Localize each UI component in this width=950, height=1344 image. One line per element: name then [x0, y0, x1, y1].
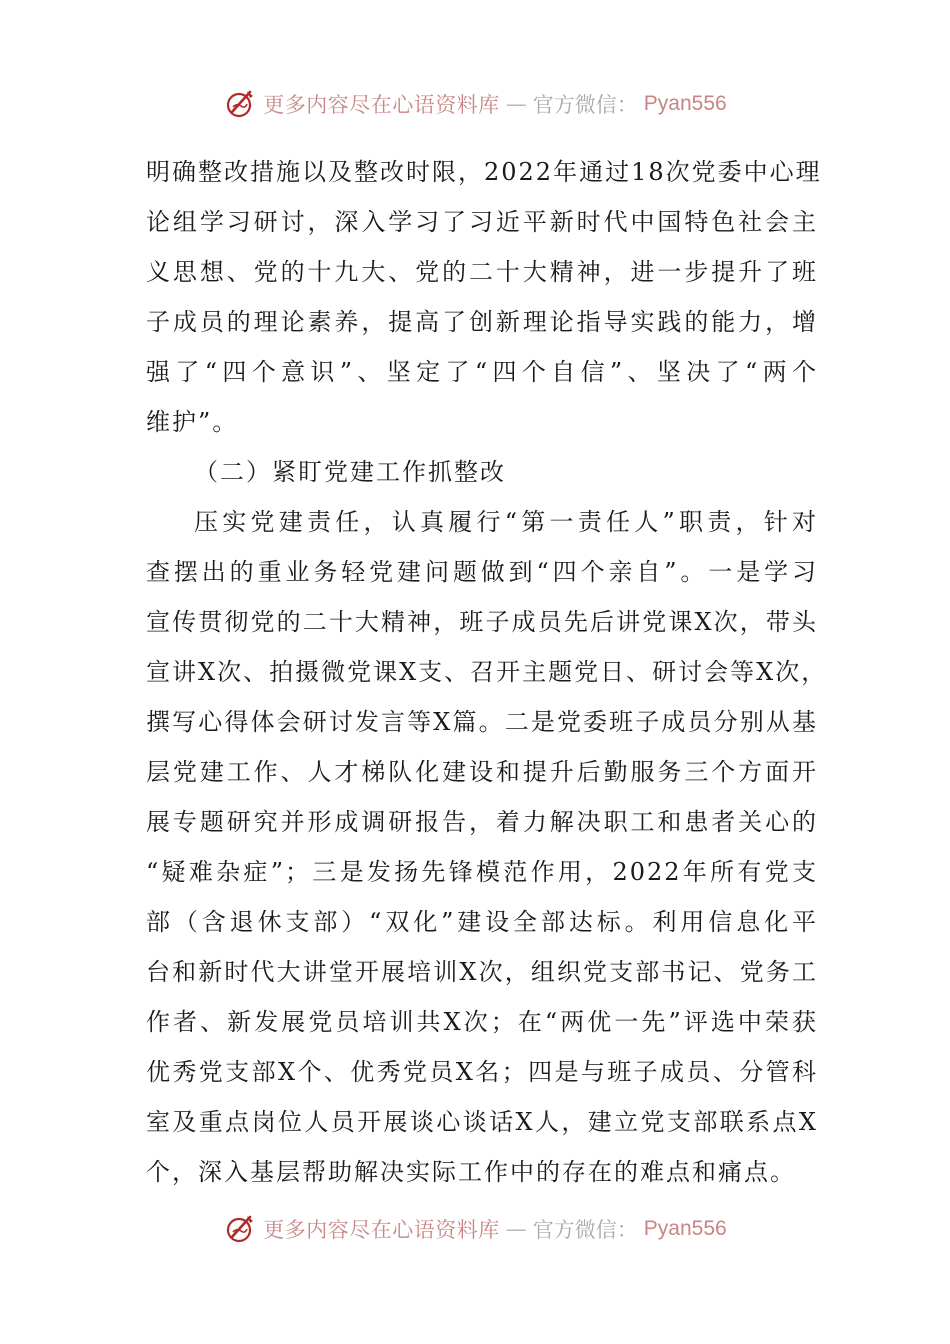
text-line: 强了“四个意识”、坚定了“四个自信”、坚决了“两个: [146, 358, 818, 386]
text-line: 室及重点岗位人员开展谈心谈话X人，建立党支部联系点X: [146, 1108, 818, 1136]
text-line: 义思想、党的十九大、党的二十大精神，进一步提升了班: [146, 258, 818, 286]
watermark-separator: —: [505, 92, 527, 116]
pen-logo-icon: [223, 87, 257, 121]
section-heading: （二）紧盯党建工作抓整改: [194, 458, 506, 486]
watermark-site-text: 更多内容尽在心语资料库: [263, 93, 500, 117]
paragraph-1: [146, 147, 822, 447]
text-line: 撰写心得体会研讨发言等X篇。二是党委班子成员分别从基: [146, 708, 818, 736]
watermark-wechat-id: Pyan556: [643, 1217, 727, 1240]
watermark-site-text: 更多内容尽在心语资料库: [263, 1218, 500, 1242]
text-line: 宣讲X次、拍摄微党课X支、召开主题党日、研讨会等X次，: [146, 658, 828, 686]
document-body: [146, 147, 828, 1197]
paragraph-2: [146, 497, 828, 1197]
watermark-official-label: 官方微信：: [532, 1218, 638, 1242]
footer-watermark: [0, 1209, 950, 1249]
pen-logo-icon: [223, 1212, 257, 1246]
text-line: 子成员的理论素养，提高了创新理论指导实践的能力，增: [146, 308, 818, 336]
text-line: 论组学习研讨，深入学习了习近平新时代中国特色社会主: [146, 208, 818, 236]
text-line: 查摆出的重业务轻党建问题做到“四个亲自”。一是学习: [146, 558, 818, 586]
header-watermark: [0, 84, 950, 124]
watermark-official-label: 官方微信：: [532, 93, 638, 117]
watermark-wechat-id: Pyan556: [643, 92, 727, 115]
text-line: 台和新时代大讲堂开展培训X次，组织党支部书记、党务工: [146, 958, 818, 986]
text-line: 明确整改措施以及整改时限，2022年通过18次党委中心理: [146, 158, 822, 186]
text-line: 个，深入基层帮助解决实际工作中的存在的难点和痛点。: [146, 1158, 796, 1186]
text-line: “疑难杂症”；三是发扬先锋模范作用，2022年所有党支: [146, 858, 818, 886]
text-line: 部（含退休支部）“双化”建设全部达标。利用信息化平: [146, 908, 818, 936]
text-line: 宣传贯彻党的二十大精神，班子成员先后讲党课X次，带头: [146, 608, 818, 636]
text-line: 作者、新发展党员培训共X次；在“两优一先”评选中荣获: [146, 1008, 818, 1036]
text-line: 展专题研究并形成调研报告，着力解决职工和患者关心的: [146, 808, 818, 836]
text-line: 优秀党支部X个、优秀党员X名；四是与班子成员、分管科: [146, 1058, 818, 1086]
text-line: 维护”。: [146, 408, 239, 436]
text-line: 层党建工作、人才梯队化建设和提升后勤服务三个方面开: [146, 758, 818, 786]
watermark-separator: —: [505, 1217, 527, 1241]
text-line: 压实党建责任，认真履行“第一责任人”职责，针对: [194, 508, 818, 536]
